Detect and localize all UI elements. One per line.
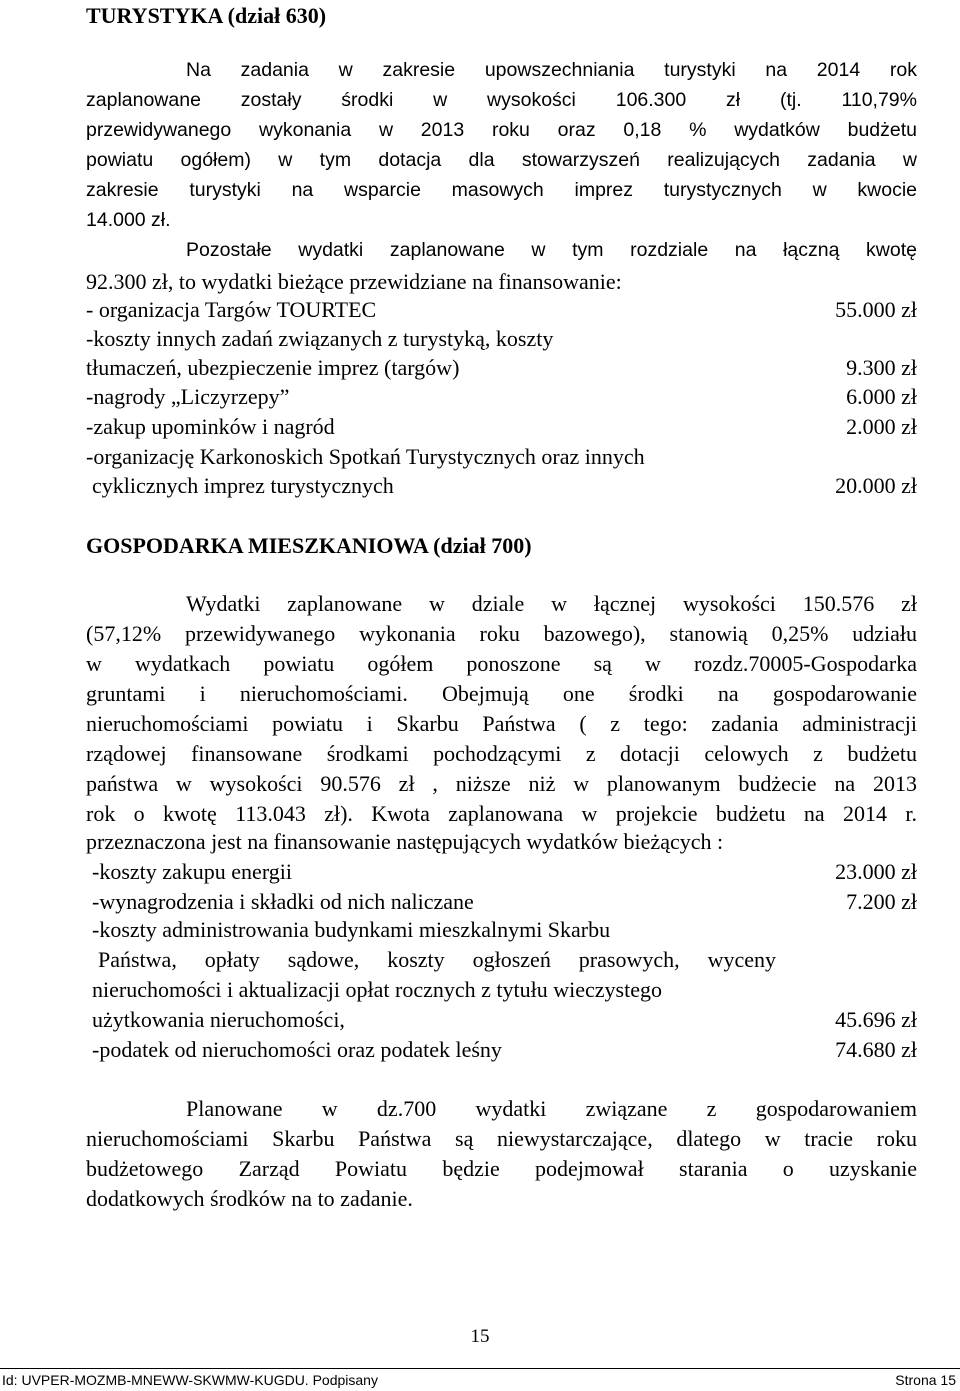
paragraph-line: dodatkowych środków na to zadanie.	[86, 1186, 413, 1211]
paragraph-line: 92.300 zł, to wydatki bieżące przewidziane na finansowanie:	[86, 269, 622, 294]
paragraph-line: Wydatki zaplanowane w dziale w łącznej wysokości 150.576 zł	[186, 591, 917, 616]
paragraph-line: gruntami i nieruchomościami. Obejmują one środki na gospodarowanie	[86, 681, 917, 706]
expense-label: cyklicznych imprez turystycznych	[92, 473, 394, 498]
expense-amount: 6.000 zł	[846, 384, 917, 409]
paragraph-line: powiatu ogółem) w tym dotacja dla stowarzyszeń realizujących zadania w	[86, 149, 917, 171]
paragraph-line: rok o kwotę 113.043 zł). Kwota zaplanowana w projekcie budżetu na 2014 r.	[86, 801, 917, 826]
expense-label: -koszty innych zadań związanych z turystyką, koszty	[86, 326, 554, 351]
expense-amount: 9.300 zł	[846, 355, 917, 380]
paragraph-line: Pozostałe wydatki zaplanowane w tym rozdziale na łączną kwotę	[186, 239, 917, 261]
paragraph-line: 14.000 zł.	[86, 209, 171, 231]
expense-label: -wynagrodzenia i składki od nich naliczane	[92, 889, 474, 914]
paragraph-line: budżetowego Zarząd Powiatu będzie podejmował starania o uzyskanie	[86, 1156, 917, 1181]
page-label: Strona 15	[895, 1372, 956, 1388]
expense-label: -koszty administrowania budynkami mieszkalnymi Skarbu	[92, 917, 611, 942]
expense-amount: 20.000 zł	[835, 473, 917, 498]
expense-label: - organizacja Targów TOURTEC	[86, 297, 377, 322]
expense-label: Państwa, opłaty sądowe, koszty ogłoszeń prasowych, wyceny	[98, 947, 776, 972]
paragraph-line: zakresie turystyki na wsparcie masowych imprez turystycznych w kwocie	[86, 179, 917, 201]
expense-label: nieruchomości i aktualizacji opłat rocznych z tytułu wieczystego	[92, 977, 662, 1002]
paragraph-line: Na zadania w zakresie upowszechniania turystyki na 2014 rok	[186, 59, 917, 81]
expense-label: -koszty zakupu energii	[92, 859, 292, 884]
paragraph-line: państwa w wysokości 90.576 zł , niższe niż w planowanym budżecie na 2013	[86, 771, 917, 796]
paragraph-line: w wydatkach powiatu ogółem ponoszone są w rozdz.70005-Gospodarka	[86, 651, 917, 676]
expense-amount: 2.000 zł	[846, 414, 917, 439]
expense-label: -organizację Karkonoskich Spotkań Turystycznych oraz innych	[86, 444, 645, 469]
section-heading-tourism: TURYSTYKA (dział 630)	[86, 3, 327, 28]
paragraph-line: zaplanowane zostały środki w wysokości 106.300 zł (tj. 110,79%	[86, 89, 917, 111]
paragraph-line: nieruchomościami Skarbu Państwa są niewystarczające, dlatego w tracie roku	[86, 1126, 917, 1151]
footer-divider	[0, 1368, 960, 1369]
paragraph-line: nieruchomościami powiatu i Skarbu Państwa ( z tego: zadania administracji	[86, 711, 917, 736]
paragraph-line: rządowej finansowane środkami pochodzącymi z dotacji celowych z budżetu	[86, 741, 917, 766]
paragraph-line: przewidywanego wykonania w 2013 roku oraz 0,18 % wydatków budżetu	[86, 119, 917, 141]
expense-amount: 7.200 zł	[846, 889, 917, 914]
expense-label: -nagrody „Liczyrzepy”	[86, 384, 290, 409]
expense-label: -zakup upominków i nagród	[86, 414, 335, 439]
document-id: Id: UVPER-MOZMB-MNEWW-SKWMW-KUGDU. Podpisany	[2, 1372, 378, 1388]
paragraph-line: (57,12% przewidywanego wykonania roku bazowego), stanowią 0,25% udziału	[86, 621, 917, 646]
expense-amount: 23.000 zł	[835, 859, 917, 884]
expense-amount: 55.000 zł	[835, 297, 917, 322]
paragraph-line: przeznaczona jest na finansowanie następujących wydatków bieżących :	[86, 829, 724, 854]
expense-label: -podatek od nieruchomości oraz podatek leśny	[92, 1037, 502, 1062]
section-heading-housing: GOSPODARKA MIESZKANIOWA (dział 700)	[86, 533, 532, 558]
expense-amount: 45.696 zł	[835, 1007, 917, 1032]
expense-label: użytkowania nieruchomości,	[92, 1007, 345, 1032]
expense-label: tłumaczeń, ubezpieczenie imprez (targów)	[86, 355, 460, 380]
paragraph-line: Planowane w dz.700 wydatki związane z gospodarowaniem	[186, 1096, 917, 1121]
expense-amount: 74.680 zł	[835, 1037, 917, 1062]
page-number: 15	[470, 1326, 490, 1347]
